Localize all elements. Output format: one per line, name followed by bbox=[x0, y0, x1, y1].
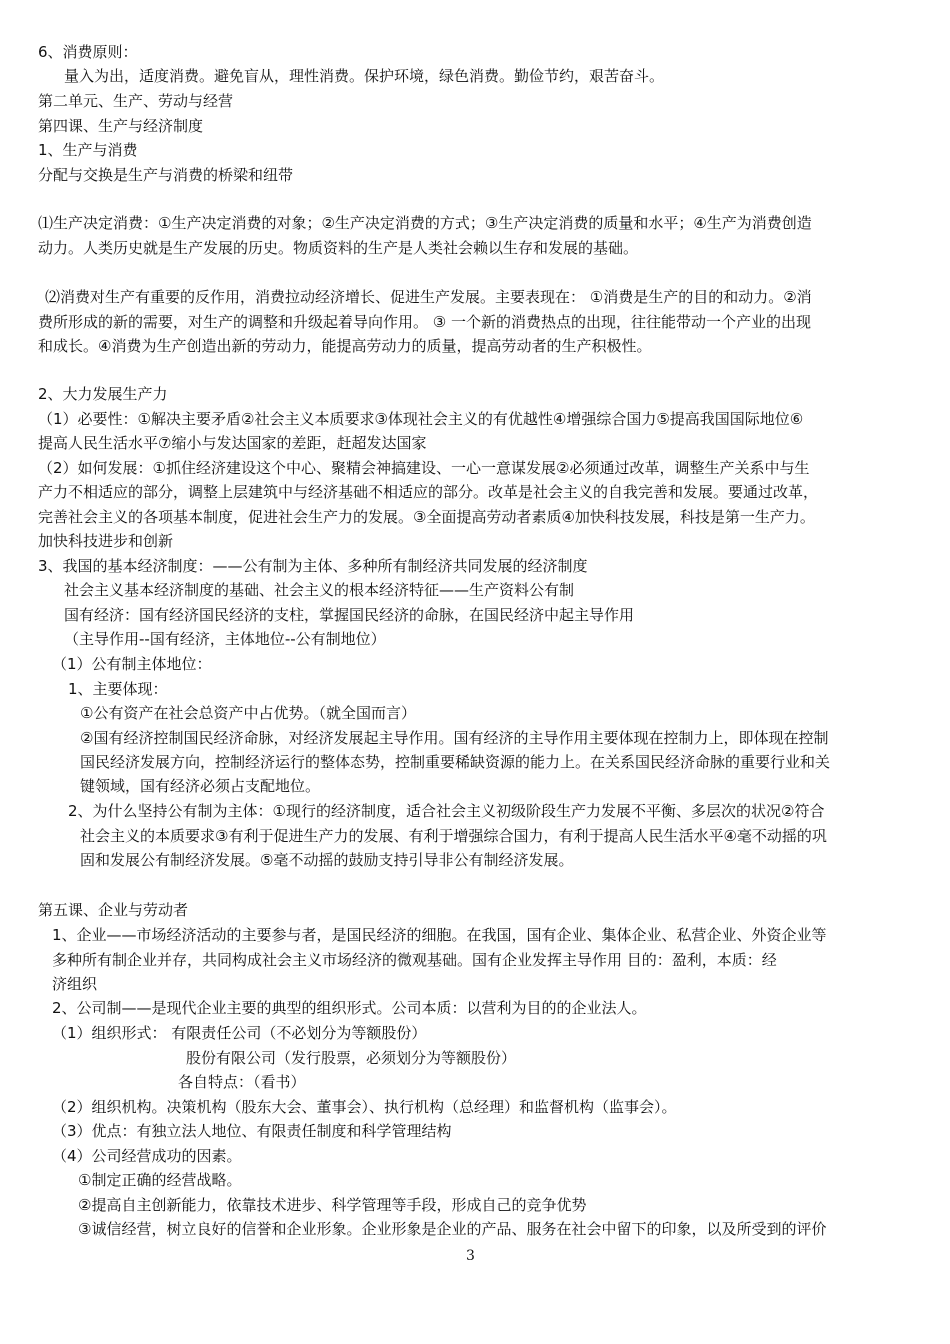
text-line: 6、消费原则： bbox=[38, 43, 138, 61]
text-line: ⑴生产决定消费：①生产决定消费的对象；②生产决定消费的方式；③生产决定消费的质量和水平；④生产为消费创造 bbox=[38, 214, 812, 232]
lesson-heading: 第四课、生产与经济制度 bbox=[38, 117, 204, 135]
page-number: 3 bbox=[466, 1248, 475, 1264]
text-line: 固和发展公有制经济发展。⑤毫不动摇的鼓励支持引导非公有制经济发展。 bbox=[80, 851, 574, 869]
text-line: （3）优点：有独立法人地位、有限责任制度和科学管理结构 bbox=[52, 1122, 452, 1140]
text-line: ①制定正确的经营战略。 bbox=[78, 1171, 242, 1189]
text-line: 国民经济发展方向，控制经济运行的整体态势，控制重要稀缺资源的能力上。在关系国民经济命脉的重要行业和关 bbox=[80, 753, 831, 771]
text-line: 和成长。④消费为生产创造出新的劳动力，能提高劳动力的质量，提高劳动者的生产积极性。 bbox=[38, 337, 652, 355]
text-line: （2）如何发展：①抓住经济建设这个中心、聚精会神搞建设、一心一意谋发展②必须通过改革，调整生产关系中与生 bbox=[38, 459, 810, 477]
text-line: 加快科技进步和创新 bbox=[38, 532, 174, 550]
text-line: 国有经济：国有经济国民经济的支柱，掌握国民经济的命脉，在国民经济中起主导作用 bbox=[64, 606, 635, 624]
text-line: 多种所有制企业并存，共同构成社会主义市场经济的微观基础。国有企业发挥主导作用 目的：盈利，本质：经 bbox=[52, 951, 777, 969]
text-line: 济组织 bbox=[52, 975, 98, 993]
text-line: 2、为什么坚持公有制为主体：①现行的经济制度，适合社会主义初级阶段生产力发展不平衡、多层次的状况②符合 bbox=[68, 802, 825, 820]
text-line: ②提高自主创新能力，依靠技术进步、科学管理等手段，形成自己的竞争优势 bbox=[78, 1196, 587, 1214]
text-line: 股份有限公司（发行股票，必须划分为等额股份） bbox=[186, 1049, 517, 1067]
text-line: 产力不相适应的部分，调整上层建筑中与经济基础不相适应的部分。改革是社会主义的自我完善和发展。要通过改革， bbox=[38, 483, 819, 501]
text-line: 键领域，国有经济必须占支配地位。 bbox=[80, 777, 321, 795]
text-line: 提高人民生活水平⑦缩小与发达国家的差距，赶超发达国家 bbox=[38, 434, 427, 452]
text-line: （1）必要性：①解决主要矛盾②社会主义本质要求③体现社会主义的有优越性④增强综合国力⑤提高我国国际地位⑥ bbox=[38, 410, 804, 428]
text-line: 3、我国的基本经济制度：——公有制为主体、多种所有制经济共同发展的经济制度 bbox=[38, 557, 588, 575]
text-line: 动力。人类历史就是生产发展的历史。物质资料的生产是人类社会赖以生存和发展的基础。 bbox=[38, 239, 639, 257]
text-line: （1）组织形式： 有限责任公司（不必划分为等额股份） bbox=[52, 1024, 427, 1042]
text-line: （2）组织机构。决策机构（股东大会、董事会）、执行机构（总经理）和监督机构（监事会）。 bbox=[52, 1098, 677, 1116]
text-line: 量入为出，适度消费。避免盲从，理性消费。保护环境，绿色消费。勤俭节约，艰苦奋斗。 bbox=[64, 67, 665, 85]
text-line: 社会主义基本经济制度的基础、社会主义的根本经济特征——生产资料公有制 bbox=[64, 581, 575, 599]
text-line: 各自特点：（看书） bbox=[178, 1073, 306, 1091]
text-line: 2、大力发展生产力 bbox=[38, 385, 168, 403]
text-line: 费所形成的新的需要，对生产的调整和升级起着导向作用。 ③ 一个新的消费热点的出现，往往能带动一个产业的出现 bbox=[38, 313, 811, 331]
text-line: （4）公司经营成功的因素。 bbox=[52, 1147, 242, 1165]
text-line: ②国有经济控制国民经济命脉，对经济发展起主导作用。国有经济的主导作用主要体现在控制力上，即体现在控制 bbox=[80, 729, 829, 747]
lesson-heading: 第五课、企业与劳动者 bbox=[38, 901, 189, 919]
section-heading: 第二单元、生产、劳动与经营 bbox=[38, 92, 234, 110]
text-line: （主导作用--国有经济，主体地位--公有制地位） bbox=[64, 630, 386, 648]
text-line: 1、生产与消费 bbox=[38, 141, 138, 159]
text-line: （1）公有制主体地位： bbox=[52, 655, 212, 673]
text-line: 1、企业——市场经济活动的主要参与者，是国民经济的细胞。在我国，国有企业、集体企业、私营企业、外资企业等 bbox=[52, 926, 827, 944]
text-line: ⑵消费对生产有重要的反作用，消费拉动经济增长、促进生产发展。主要表现在： ①消费是生产的目的和动力。②消 bbox=[45, 288, 812, 306]
text-line: 社会主义的本质要求③有利于促进生产力的发展、有利于增强综合国力，有利于提高人民生活水平④毫不动摇的巩 bbox=[80, 827, 827, 845]
text-line: 完善社会主义的各项基本制度，促进社会生产力的发展。③全面提高劳动者素质④加快科技发展，科技是第一生产力。 bbox=[38, 508, 815, 526]
text-line: ③诚信经营，树立良好的信誉和企业形象。企业形象是企业的产品、服务在社会中留下的印象，以及所受到的评价 bbox=[78, 1220, 827, 1238]
text-line: 2、公司制——是现代企业主要的典型的组织形式。公司本质：以营利为目的的企业法人。 bbox=[52, 999, 647, 1017]
text-line: ①公有资产在社会总资产中占优势。（就全国而言） bbox=[80, 704, 416, 722]
text-line: 分配与交换是生产与消费的桥梁和纽带 bbox=[38, 166, 294, 184]
text-line: 1、主要体现： bbox=[68, 680, 168, 698]
